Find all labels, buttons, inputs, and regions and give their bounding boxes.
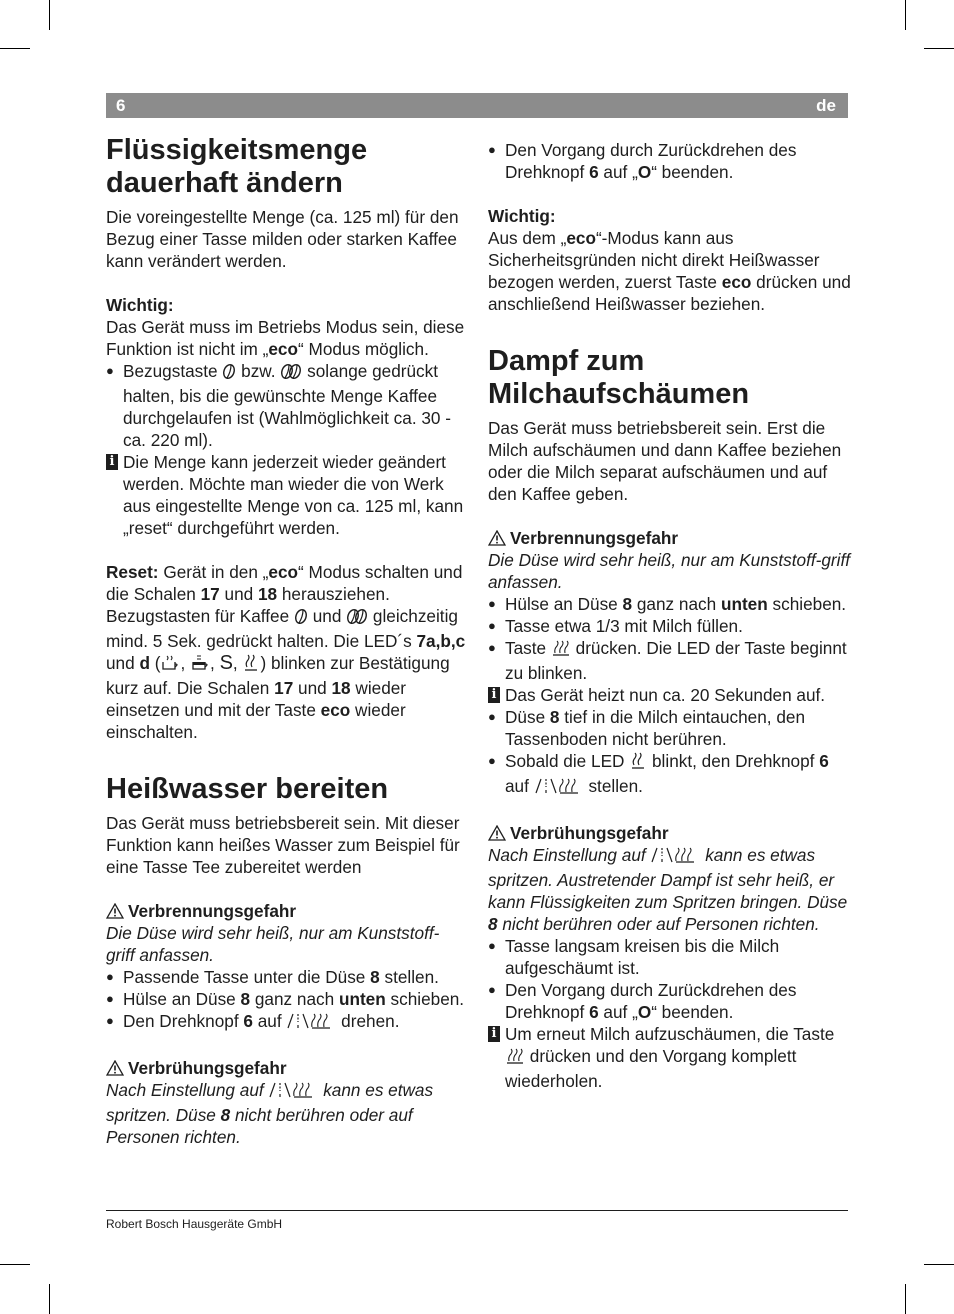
- crop-mark: [0, 48, 30, 49]
- crop-mark: [924, 1264, 954, 1265]
- info-icon: i: [488, 1026, 500, 1042]
- cup-mild-led-icon: [160, 654, 180, 677]
- warning-heading: Verbrühungsgefahr: [106, 1057, 468, 1079]
- info-note: i Das Gerät heizt nun ca. 20 Sekunden auf.: [488, 684, 852, 706]
- important-text: Aus dem „eco“-Modus kann aus Sicherheitsgründen nicht direkt Heißwasser bezogen werden, zuerst Taste eco drücken und anschließend Heißwasser beziehen.: [488, 228, 851, 314]
- crop-mark: [905, 0, 906, 30]
- section-intro: Das Gerät muss betriebsbereit sein. Erst die Milch aufschäumen und dann Kaffee beziehen oder die Milch separat aufschäumen und auf den Kaffee geben.: [488, 418, 842, 504]
- cup-strong-led-icon: [190, 654, 210, 677]
- steam-icon: [505, 1047, 525, 1070]
- steam-hotwater-symbol-icon: [650, 846, 700, 869]
- crop-mark: [49, 1284, 50, 1314]
- info-icon: i: [106, 454, 118, 470]
- warning-text: Die Düse wird sehr heiß, nur am Kunststoff-griff anfassen.: [488, 550, 851, 592]
- list-item: ● Sobald die LED blinkt, den Drehknopf 6 auf stellen.: [488, 750, 852, 800]
- page-header-bar: [106, 93, 848, 118]
- steam-led-icon: [629, 752, 647, 775]
- instruction-list: [488, 139, 852, 183]
- section-intro: Das Gerät muss betriebsbereit sein. Mit dieser Funktion kann heißes Wasser zum Beispiel für eine Tasse Tee zubereitet werden: [106, 813, 460, 877]
- info-icon: i: [488, 687, 500, 703]
- important-text: Das Gerät muss im Betriebs Modus sein, diese Funktion ist nicht im „eco“ Modus möglich.: [106, 317, 465, 359]
- warning-triangle-icon: [488, 530, 506, 546]
- coffee-beans-strong-icon: [346, 608, 368, 630]
- instruction-list: [488, 935, 852, 1092]
- warning-triangle-icon: [106, 1060, 124, 1076]
- list-item: ● Düse 8 tief in die Milch eintauchen, den Tassenboden nicht berühren.: [488, 706, 852, 750]
- list-item: ● Hülse an Düse 8 ganz nach unten schieben.: [488, 593, 852, 615]
- coffee-beans-strong-icon: [280, 363, 302, 385]
- section-title-heisswasser: Heißwasser bereiten: [106, 773, 389, 805]
- info-note: i Um erneut Milch aufzuschäumen, die Taste drücken und den Vorgang komplett wiederholen.: [488, 1023, 852, 1092]
- coffee-bean-mild-icon: [222, 363, 236, 385]
- coffee-bean-mild-icon: [294, 608, 308, 630]
- list-item: ● Hülse an Düse 8 ganz nach unten schieben.: [106, 988, 468, 1010]
- info-note: i Die Menge kann jederzeit wieder geändert werden. Möchte man wieder die von Werk aus eingestellte Menge von ca. 125 ml, kann „reset“ durchgeführt werden.: [106, 451, 468, 539]
- crop-mark: [924, 48, 954, 49]
- warning-text: Die Düse wird sehr heiß, nur am Kunststoff-griff anfassen.: [106, 923, 440, 965]
- warning-triangle-icon: [106, 903, 124, 919]
- section-title-dampf: Dampf zum Milchaufschäumen: [488, 345, 750, 410]
- warning-heading: Verbrennungsgefahr: [488, 527, 852, 549]
- warning-heading: Verbrennungsgefahr: [106, 900, 468, 922]
- instruction-list: [106, 966, 468, 1035]
- language-code: de: [816, 96, 836, 115]
- footer-rule: [106, 1210, 848, 1211]
- steam-icon: [551, 639, 571, 662]
- left-column: [106, 132, 468, 1148]
- list-item: ● Taste drücken. Die LED der Taste beginnt zu blinken.: [488, 637, 852, 684]
- list-item: ● Den Vorgang durch Zurückdrehen des Drehknopf 6 auf „O“ beenden.: [488, 139, 852, 183]
- section-intro: Die voreingestellte Menge (ca. 125 ml) für den Bezug einer Tasse milden oder starken Kaffee kann verändert werden.: [106, 207, 459, 271]
- instruction-list: [488, 593, 852, 800]
- important-label: Wichtig:: [488, 206, 556, 226]
- list-item: ● Passende Tasse unter die Düse 8 stellen.: [106, 966, 468, 988]
- right-column: [488, 139, 852, 1092]
- list-item: ● Tasse langsam kreisen bis die Milch aufgeschäumt ist.: [488, 935, 852, 979]
- crop-mark: [49, 0, 50, 30]
- footer-company: Robert Bosch Hausgeräte GmbH: [106, 1217, 283, 1231]
- steam-hotwater-symbol-icon: [534, 777, 584, 800]
- warning-text: Nach Einstellung auf kann es etwas spritzen. Düse 8 nicht berühren oder auf Personen richten.: [106, 1080, 434, 1147]
- reset-paragraph: Reset: Gerät in den „eco“ Modus schalten und die Schalen 17 und 18 herausziehen. Bezugstasten für Kaffee und gleichzeitig mind. 5 Sek. gedrückt halten. Die LED´s 7a,b,c und d ( , , S, ) blinken zur Bestätigung kurz auf. Die Schalen 17 und 18 wieder einsetzen und mit der Taste eco wieder einschalten.: [106, 562, 466, 742]
- steam-hotwater-symbol-icon: [268, 1081, 318, 1104]
- steam-hotwater-symbol-icon: [286, 1012, 336, 1035]
- important-label: Wichtig:: [106, 295, 174, 315]
- crop-mark: [905, 1284, 906, 1314]
- list-item: ● Bezugstaste bzw. solange gedrückt halten, bis die gewünschte Menge Kaffee durchgelaufen ist (Wahlmöglichkeit ca. 30 - ca. 220 ml).: [106, 360, 468, 451]
- warning-triangle-icon: [488, 825, 506, 841]
- list-item: ● Tasse etwa 1/3 mit Milch füllen.: [488, 615, 852, 637]
- list-item: ● Den Vorgang durch Zurückdrehen des Drehknopf 6 auf „O“ beenden.: [488, 979, 852, 1023]
- page-number: 6: [116, 96, 126, 115]
- section-title-fluessigkeitsmenge: Flüssigkeitsmenge dauerhaft ändern: [106, 134, 368, 199]
- steam-icon: [242, 654, 260, 677]
- warning-text: Nach Einstellung auf kann es etwas spritzen. Austretender Dampf ist sehr heiß, er kann Flüssigkeiten zum Spritzen bringen. Düse 8 nicht berühren oder auf Personen richten.: [488, 845, 848, 934]
- instruction-list: [106, 360, 468, 539]
- crop-mark: [0, 1264, 30, 1265]
- list-item: ● Den Drehknopf 6 auf drehen.: [106, 1010, 468, 1035]
- warning-heading: Verbrühungsgefahr: [488, 822, 852, 844]
